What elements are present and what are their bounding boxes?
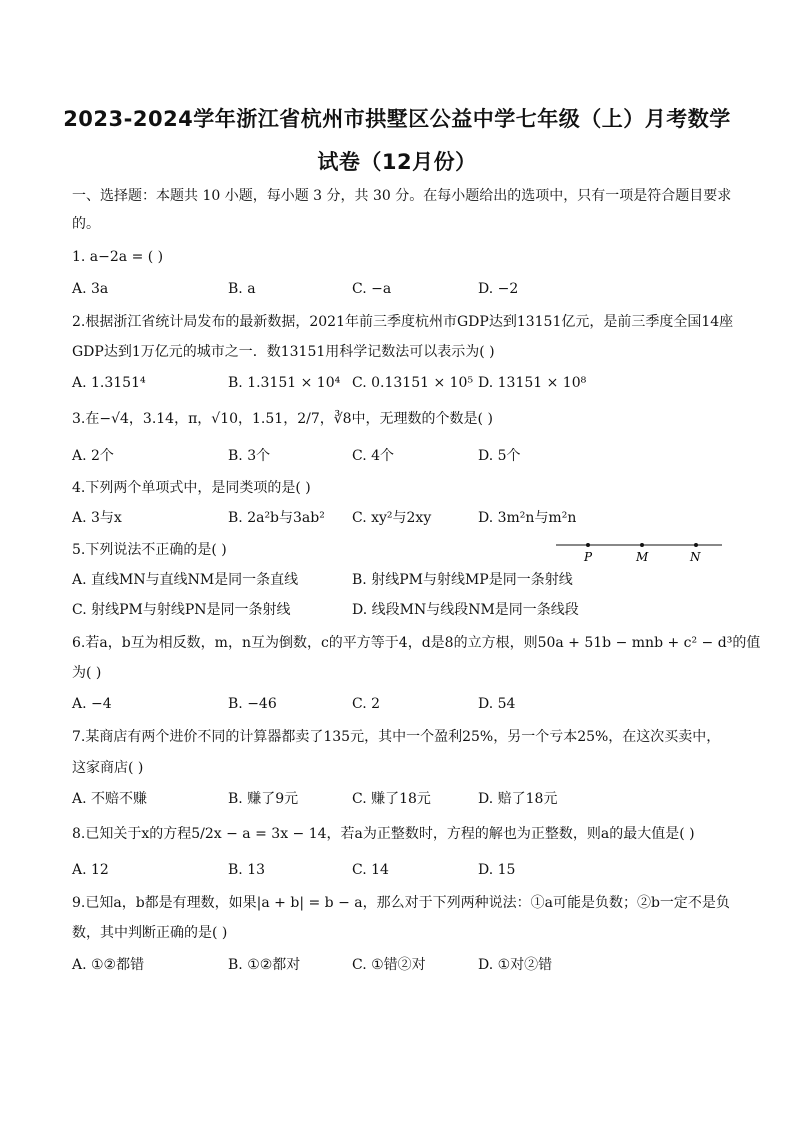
q1-option-b: B. a — [228, 281, 256, 297]
q3-option-c: C. 4个 — [352, 448, 395, 464]
q5-option-d: D. 线段MN与线段NM是同一条线段 — [352, 602, 579, 618]
q4-stem: 4.下列两个单项式中，是同类项的是( ) — [72, 480, 311, 496]
q5-option-b: B. 射线PM与射线MP是同一条射线 — [352, 572, 573, 588]
q6-option-d: D. 54 — [478, 696, 516, 712]
q9-option-a: A. ①②都错 — [72, 957, 145, 973]
q9-line1: 9.已知a，b都是有理数，如果|a + b| = b − a，那么对于下列两种说法：①a可能是负数；②b一定不是负 — [72, 895, 730, 911]
q4-option-d: D. 3m²n与m²n — [478, 510, 577, 526]
q3-option-b: B. 3个 — [228, 448, 271, 464]
q6-option-c: C. 2 — [352, 696, 381, 712]
q2-option-a: A. 1.3151⁴ — [72, 375, 146, 391]
q1-option-a: A. 3a — [72, 281, 109, 297]
q7-line1: 7.某商店有两个进价不同的计算器都卖了135元，其中一个盈利25%，另一个亏本25%，在这次买卖中， — [72, 729, 721, 745]
q8-option-a: A. 12 — [72, 862, 109, 878]
q3-option-a: A. 2个 — [72, 448, 114, 464]
q9-option-c: C. ①错②对 — [352, 957, 426, 973]
q3-option-d: D. 5个 — [478, 448, 521, 464]
q2-option-d: D. 13151 × 10⁸ — [478, 375, 587, 391]
q1-stem: 1. a−2a = ( ) — [72, 249, 164, 265]
exam-title-line1: 2023-2024学年浙江省杭州市拱墅区公益中学七年级（上）月考数学 — [63, 107, 731, 131]
q6-option-a: A. −4 — [72, 696, 112, 712]
q7-option-c: C. 赚了18元 — [352, 791, 431, 807]
q4-option-c: C. xy²与2xy — [352, 510, 432, 526]
q9-line2: 数，其中判断正确的是( ) — [72, 925, 228, 941]
point-n — [694, 543, 698, 547]
section-instructions-line1: 一、选择题：本题共 10 小题，每小题 3 分，共 30 分。在每小题给出的选项中，只有一项是符合题目要求 — [72, 188, 732, 204]
q8-option-b: B. 13 — [228, 862, 266, 878]
q7-option-d: D. 赔了18元 — [478, 791, 558, 807]
q9-option-b: B. ①②都对 — [228, 957, 301, 973]
point-m-label: M — [636, 550, 649, 564]
q8-option-c: C. 14 — [352, 862, 389, 878]
q9-option-d: D. ①对②错 — [478, 957, 553, 973]
point-m — [640, 543, 644, 547]
section-instructions-line2: 的。 — [72, 216, 100, 232]
q2-option-b: B. 1.3151 × 10⁴ — [228, 375, 341, 391]
q7-option-b: B. 赚了9元 — [228, 791, 299, 807]
q5-option-c: C. 射线PM与射线PN是同一条射线 — [72, 602, 291, 618]
exam-title-line2: 试卷（12月份） — [317, 150, 477, 174]
q8-option-d: D. 15 — [478, 862, 516, 878]
q6-line2: 为( ) — [72, 665, 102, 681]
q6-line1: 6.若a，b互为相反数，m，n互为倒数，c的平方等于4，d是8的立方根，则50a + 51b − mnb + c² − d³的值 — [72, 635, 761, 651]
q7-line2: 这家商店( ) — [72, 760, 144, 776]
q5-stem: 5.下列说法不正确的是( ) — [72, 542, 227, 558]
q2-line2: GDP达到1万亿元的城市之一．数13151用科学记数法可以表示为( ) — [72, 344, 495, 360]
point-n-label: N — [690, 550, 701, 564]
q8-stem: 8.已知关于x的方程5/2x − a = 3x − 14，若a为正整数时，方程的解也为正整数，则a的最大值是( ) — [72, 826, 695, 842]
ray-diagram — [556, 538, 722, 568]
q2-option-c: C. 0.13151 × 10⁵ — [352, 375, 474, 391]
q5-option-a: A. 直线MN与直线NM是同一条直线 — [72, 572, 299, 588]
point-p — [586, 543, 590, 547]
q3-stem: 3.在−√4，3.14，π，√10，1.51，2/7，∛8中，无理数的个数是( ) — [72, 411, 493, 427]
q1-option-c: C. −a — [352, 281, 392, 297]
q2-line1: 2.根据浙江省统计局发布的最新数据，2021年前三季度杭州市GDP达到13151亿元，是前三季度全国14座 — [72, 314, 734, 330]
q4-option-b: B. 2a²b与3ab² — [228, 510, 325, 526]
q7-option-a: A. 不赔不赚 — [72, 791, 148, 807]
point-p-label: P — [584, 550, 593, 564]
q1-option-d: D. −2 — [478, 281, 519, 297]
q4-option-a: A. 3与x — [72, 510, 122, 526]
q6-option-b: B. −46 — [228, 696, 277, 712]
